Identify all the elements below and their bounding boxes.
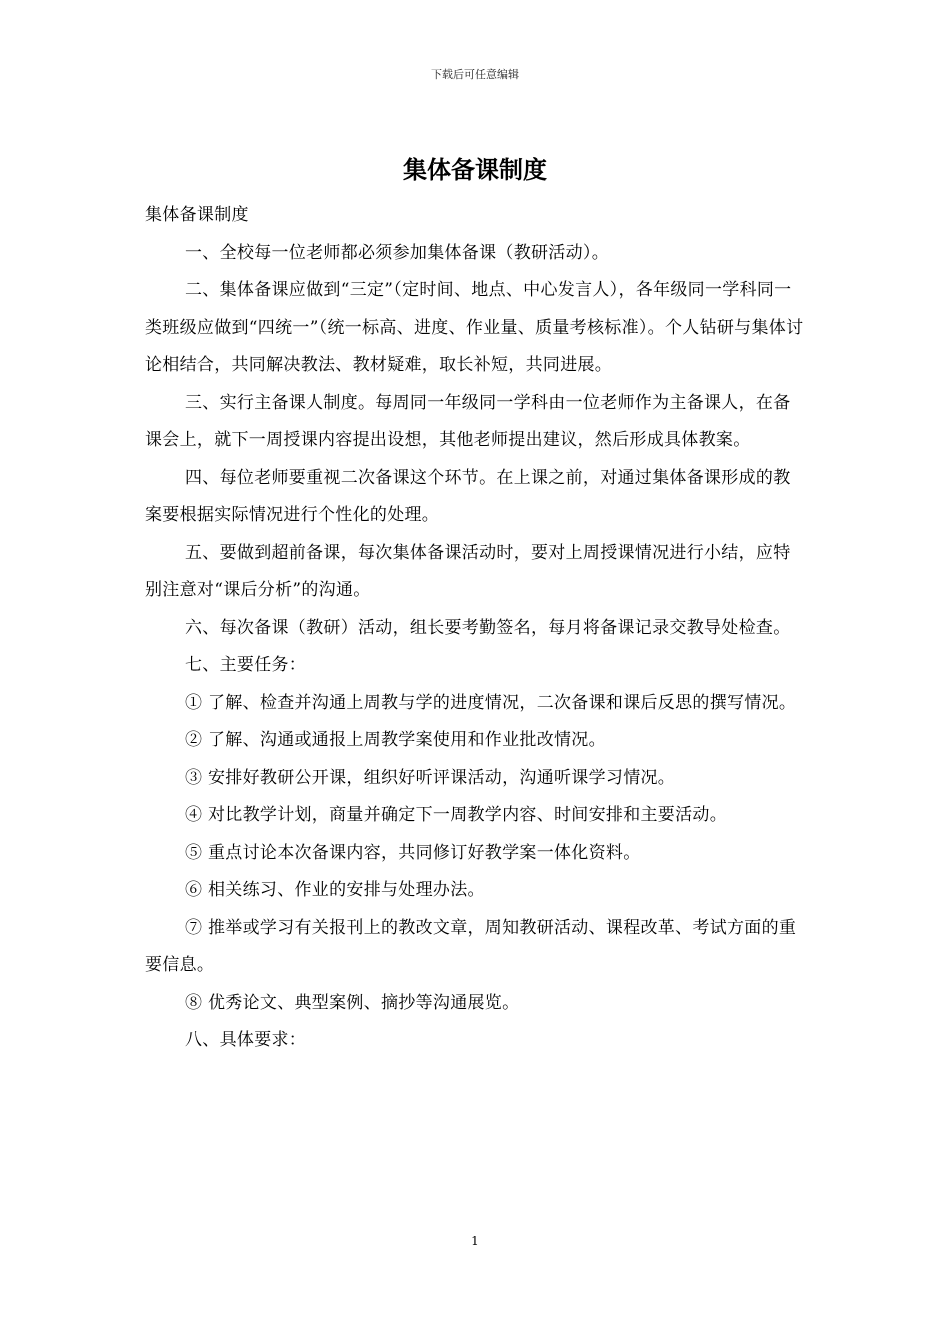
paragraph: 一、全校每一位老师都必须参加集体备课（教研活动）。 bbox=[185, 242, 609, 263]
list-item: ⑧ 优秀论文、典型案例、摘抄等沟通展览。 bbox=[185, 992, 520, 1013]
paragraph: 七、主要任务： bbox=[185, 655, 307, 675]
paragraph: 四、每位老师要重视二次备课这个环节。在上课之前，对通过集体备课形成的教案要根据实际情况进行个性化的处理。 bbox=[145, 467, 791, 525]
list-item: ① 了解、检查并沟通上周教与学的进度情况，二次备课和课后反思的撰写情况。 bbox=[185, 692, 797, 713]
list-item: ② 了解、沟通或通报上周教学案使用和作业批改情况。 bbox=[185, 730, 606, 750]
paragraph: 五、要做到超前备课，每次集体备课活动时，要对上周授课情况进行小结，应特别注意对“课后分析”的沟通。 bbox=[145, 542, 791, 600]
list-item: ④ 对比教学计划，商量并确定下一周教学内容、时间安排和主要活动。 bbox=[185, 805, 728, 825]
document-body bbox=[145, 197, 805, 1060]
paragraph: 八、具体要求： bbox=[185, 1030, 307, 1050]
document-title: 集体备课制度 bbox=[403, 156, 547, 184]
list-item: ⑦ 推举或学习有关报刊上的教改文章，周知教研活动、课程改革、考试方面的重要信息。 bbox=[145, 917, 797, 975]
list-item: ⑤ 重点讨论本次备课内容，共同修订好教学案一体化资料。 bbox=[185, 842, 641, 863]
list-item: ⑥ 相关练习、作业的安排与处理办法。 bbox=[185, 880, 485, 900]
page-number: 1 bbox=[471, 1234, 479, 1248]
document-subtitle: 集体备课制度 bbox=[145, 205, 249, 225]
page-header-note: 下载后可任意编辑 bbox=[431, 68, 519, 81]
paragraph: 三、实行主备课人制度。每周同一年级同一学科由一位老师作为主备课人，在备课会上，就下一周授课内容提出设想，其他老师提出建议，然后形成具体教案。 bbox=[145, 392, 791, 450]
paragraph: 六、每次备课（教研）活动，组长要考勤签名，每月将备课记录交教导处检查。 bbox=[185, 617, 791, 638]
list-item: ③ 安排好教研公开课，组织好听评课活动，沟通听课学习情况。 bbox=[185, 767, 676, 788]
paragraph: 二、集体备课应做到“三定”（定时间、地点、中心发言人），各年级同一学科同一类班级应做到“四统一”（统一标高、进度、作业量、质量考核标准）。个人钻研与集体讨论相结合，共同解决教法、教材疑难，取长补短，共同进展。 bbox=[145, 280, 804, 375]
